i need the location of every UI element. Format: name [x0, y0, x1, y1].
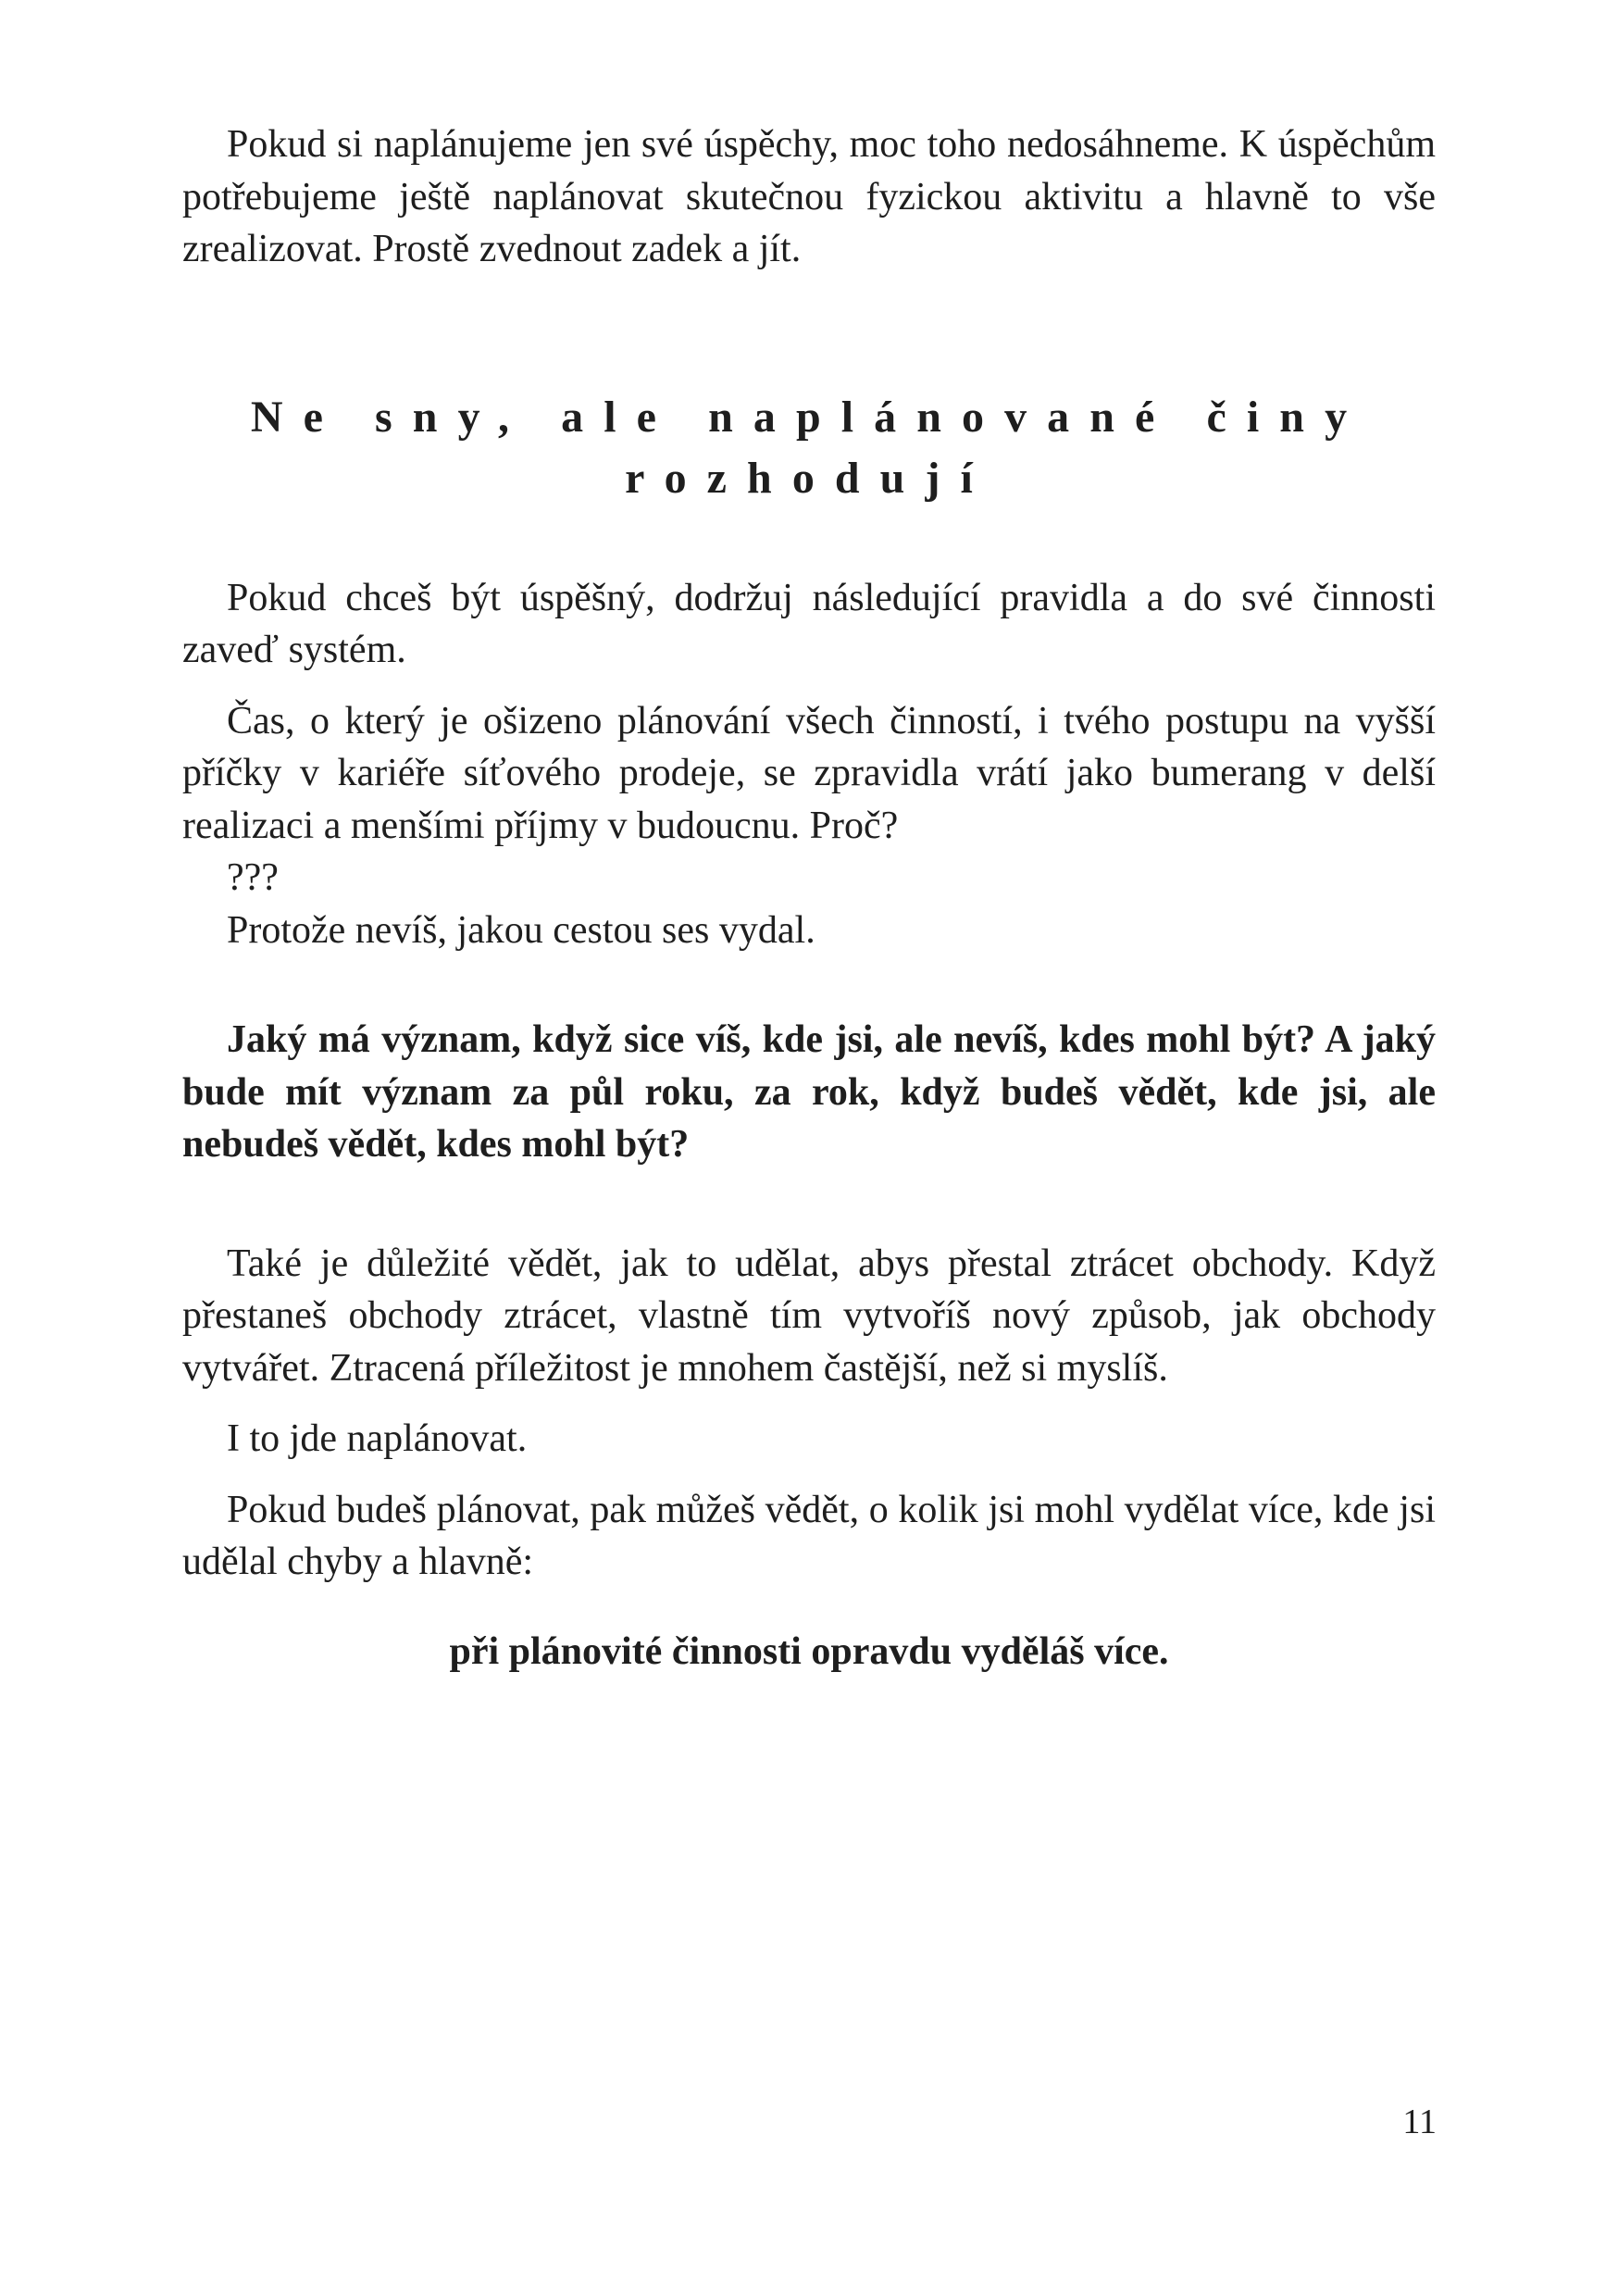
- book-page: [182, 119, 1436, 1678]
- paragraph-rules: Pokud chceš být úspěšný, dodržuj následující pravidla a do své činnosti zaveď systém.: [182, 576, 1436, 671]
- section-heading: [182, 387, 1436, 509]
- paragraph-bold-question: Jaký má význam, když sice víš, kde jsi, ale nevíš, kdes mohl být? A jaký bude mít význam za půl roku, za rok, když budeš vědět, kde jsi, ale nebudeš vědět, kdes mohl být?: [182, 1018, 1436, 1166]
- paragraph-important: Také je důležité vědět, jak to udělat, abys přestal ztrácet obchody. Když přestaneš obchody ztrácet, vlastně tím vytvoříš nový způsob, jak obchody vytvářet. Ztracená příležitost je mnohem častější, než si myslíš.: [182, 1242, 1436, 1390]
- paragraph-time: Čas, o který je ošizeno plánování všech činností, i tvého postupu na vyšší příčky v kariéře síťového prodeje, se zpravidla vrátí jako bumerang v delší realizaci a menšími příjmy v budoucnu. Proč?: [182, 699, 1436, 847]
- section-heading-line-2: rozhodují: [625, 453, 993, 503]
- paragraph-because: Protože nevíš, jakou cestou ses vydal.: [227, 908, 815, 952]
- paragraph-if-plan: Pokud budeš plánovat, pak můžeš vědět, o kolik jsi mohl vydělat více, kde jsi udělal chyby a hlavně:: [182, 1488, 1436, 1583]
- paragraph-conclusion: při plánovité činnosti opravdu vyděláš více.: [449, 1629, 1169, 1673]
- paragraph-plan-too: I to jde naplánovat.: [227, 1417, 528, 1460]
- paragraph-intro: Pokud si naplánujeme jen své úspěchy, moc toho nedosáhneme. K úspěchům potřebujeme ještě naplánovat skutečnou fyzickou aktivitu a hlavně to vše zrealizovat. Prostě zvednout zadek a jít.: [182, 123, 1436, 270]
- paragraph-question-marks: ???: [227, 856, 279, 899]
- section-heading-line-1: Ne sny, ale naplánované činy: [250, 392, 1368, 442]
- page-number: 11: [1402, 2103, 1437, 2141]
